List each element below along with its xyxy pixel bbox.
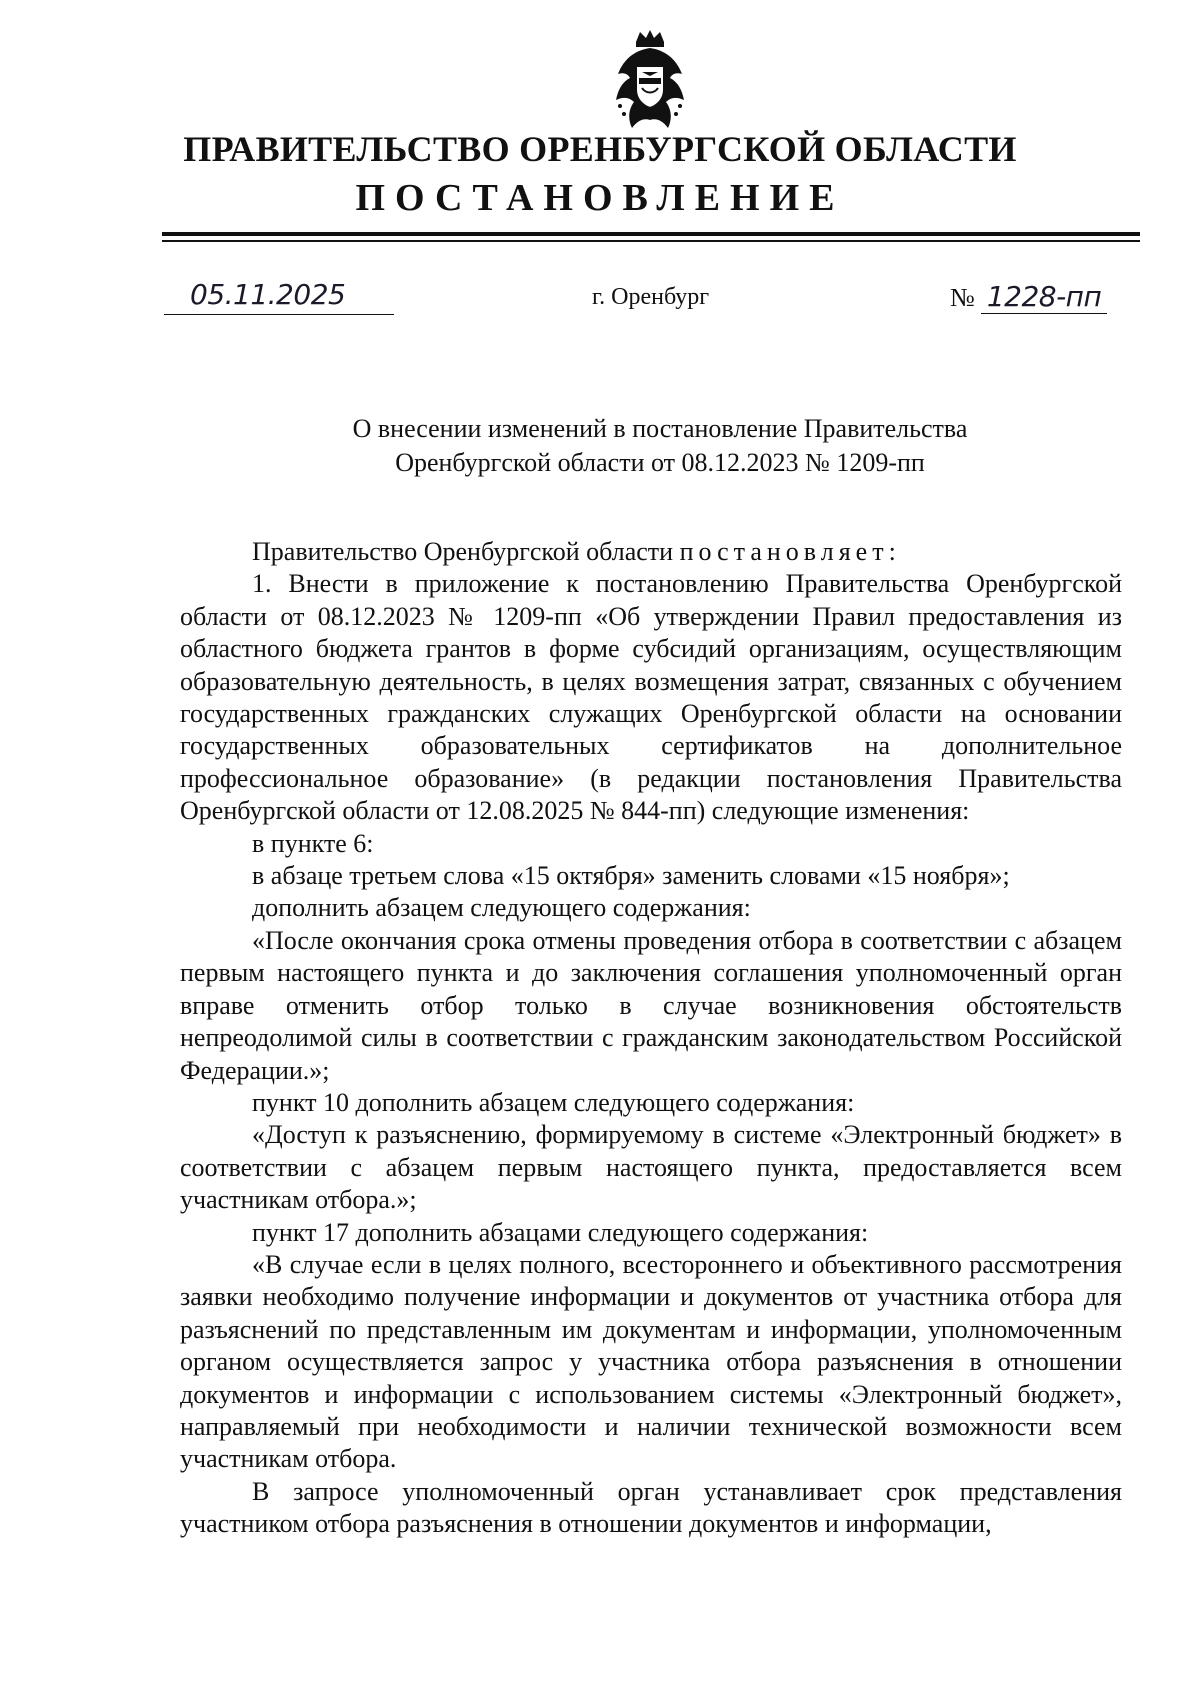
intro-prefix: Правительство Оренбургской области <box>252 537 680 566</box>
body-paragraph: пункт 10 дополнить абзацем следующего содержания: <box>252 1087 855 1117</box>
document-body <box>180 536 1122 1541</box>
intro-suffix: : <box>888 537 896 566</box>
body-paragraph: «После окончания срока отмены проведения отбора в соответствии с абзацем первым настоящего пункта и до заключения соглашения уполномоченный орган вправе отменить отбор только в случае возникновения обстоятельств непреодолимой силы в соответствии с гражданским законодательством Российской Федерации.»; <box>180 925 1122 1085</box>
body-paragraph: «В случае если в целях полного, всестороннего и объективного рассмотрения заявки необходимо получение информации и документов от участника отбора для разъяснений по представленным им документам и информации, уполномоченным органом осуществляется запрос у участника отбора разъяснения в отношении документов и информации с использованием системы «Электронный бюджет», направляемый при необходимости и наличии технической возможности всем участникам отбора. <box>180 1249 1122 1474</box>
document-number-field <box>950 280 1107 314</box>
organization-title: ПРАВИТЕЛЬСТВО ОРЕНБУРГСКОЙ ОБЛАСТИ <box>183 129 1017 169</box>
subject-line-2: Оренбургской области от 08.12.2023 № 1209-пп <box>395 448 925 477</box>
document-subject <box>0 412 1200 480</box>
document-city: г. Оренбург <box>592 284 710 310</box>
document-type-title: ПОСТАНОВЛЕНИЕ <box>355 177 845 219</box>
coat-of-arms-icon <box>606 28 694 136</box>
body-paragraph: В запросе уполномоченный орган устанавливает срок представления участником отбора разъяснения в отношении документов и информации, <box>180 1476 1122 1539</box>
intro-paragraph <box>180 536 1122 568</box>
document-date: 05.11.2025 <box>190 278 346 311</box>
body-paragraph: пункт 17 дополнить абзацами следующего содержания: <box>252 1217 869 1247</box>
header-divider-thick <box>162 232 1140 236</box>
body-paragraph: в абзаце третьем слова «15 октября» заменить словами «15 ноября»; <box>252 861 1010 891</box>
document-number: 1228-пп <box>981 280 1107 314</box>
document-date-field <box>164 278 394 315</box>
subject-line-1: О внесении изменений в постановление Правительства <box>352 414 968 443</box>
body-paragraph: «Доступ к разъяснению, формируемому в системе «Электронный бюджет» в соответствии с абзацем первым настоящего пункта, предоставляется всем участникам отбора.»; <box>180 1120 1122 1215</box>
body-paragraph: в пункте 6: <box>252 828 374 858</box>
body-paragraph: 1. Внести в приложение к постановлению Правительства Оренбургской области от 08.12.2023 № 1209-пп «Об утверждении Правил предоставления из областного бюджета грантов в форме субсидий организациям, осуществляющим образовательную деятельность, в целях возмещения затрат, связанных с обучением государственных гражданских служащих Оренбургской области на основании государственных образовательных сертификатов на дополнительное профессиональное образование» (в редакции постановления Правительства Оренбургской области от 12.08.2025 № 844-пп) следующие изменения: <box>180 569 1122 826</box>
intro-resolves: постановляет <box>679 537 889 566</box>
body-paragraph: дополнить абзацем следующего содержания: <box>252 893 751 923</box>
number-label: № <box>950 283 975 312</box>
header-divider-thin <box>162 240 1140 242</box>
